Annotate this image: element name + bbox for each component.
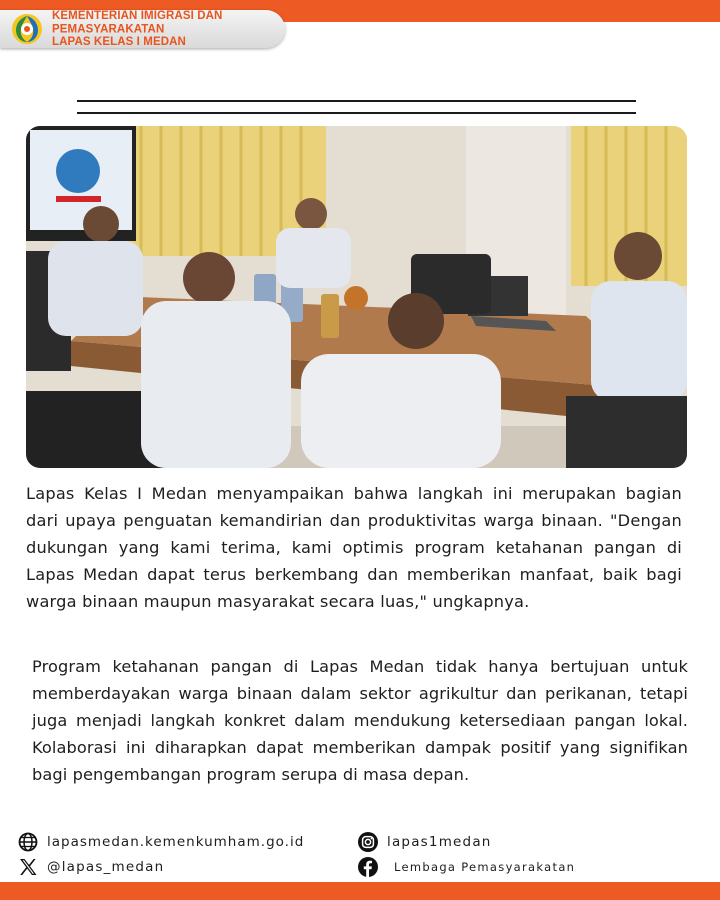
footer-x-account[interactable] (18, 857, 164, 877)
footer-website-text: lapasmedan.kemenkumham.go.id (47, 834, 305, 850)
globe-icon (18, 832, 38, 852)
divider-line-top (77, 100, 636, 102)
meeting-room-photo (26, 126, 687, 468)
header-ministry-name: KEMENTERIAN IMIGRASI DAN PEMASYARAKATAN (52, 8, 223, 36)
footer-facebook-text: Lembaga Pemasyarakatan (394, 860, 576, 874)
footer-x-text: @lapas_medan (47, 859, 165, 875)
body-paragraph-2: Program ketahanan pangan di Lapas Medan tidak hanya bertujuan untuk memberdayakan warga binaan dalam sektor agrikultur dan perikanan, tetapi juga menjadi langkah konkret dalam mendukung ketersediaan pangan lokal. Kolaborasi ini diharapkan dapat memberikan dampak positif yang signifikan bagi pengembangan program serupa di masa depan. (32, 657, 688, 784)
footer-website[interactable] (18, 832, 304, 852)
footer-instagram-account[interactable] (358, 832, 492, 852)
kemenimipas-emblem-icon (10, 12, 44, 46)
footer-facebook-page[interactable] (358, 857, 575, 877)
footer-instagram-text: lapas1medan (387, 834, 492, 850)
header-unit-name: LAPAS KELAS I MEDAN (52, 35, 186, 48)
facebook-icon (358, 857, 378, 877)
x-logo-icon (18, 857, 38, 877)
instagram-icon (358, 832, 378, 852)
body-paragraph-1: Lapas Kelas I Medan menyampaikan bahwa langkah ini merupakan bagian dari upaya penguatan kemandirian dan produktivitas warga binaan. "Dengan dukungan yang kami terima, kami optimis program ketahanan pangan di Lapas Medan dapat terus berkembang dan memberikan manfaat, baik bagi warga binaan maupun masyarakat secara luas," ungkapnya. (26, 484, 682, 611)
bottom-accent-bar (0, 882, 720, 900)
divider-line-bottom (77, 112, 636, 114)
header-badge (0, 10, 285, 48)
